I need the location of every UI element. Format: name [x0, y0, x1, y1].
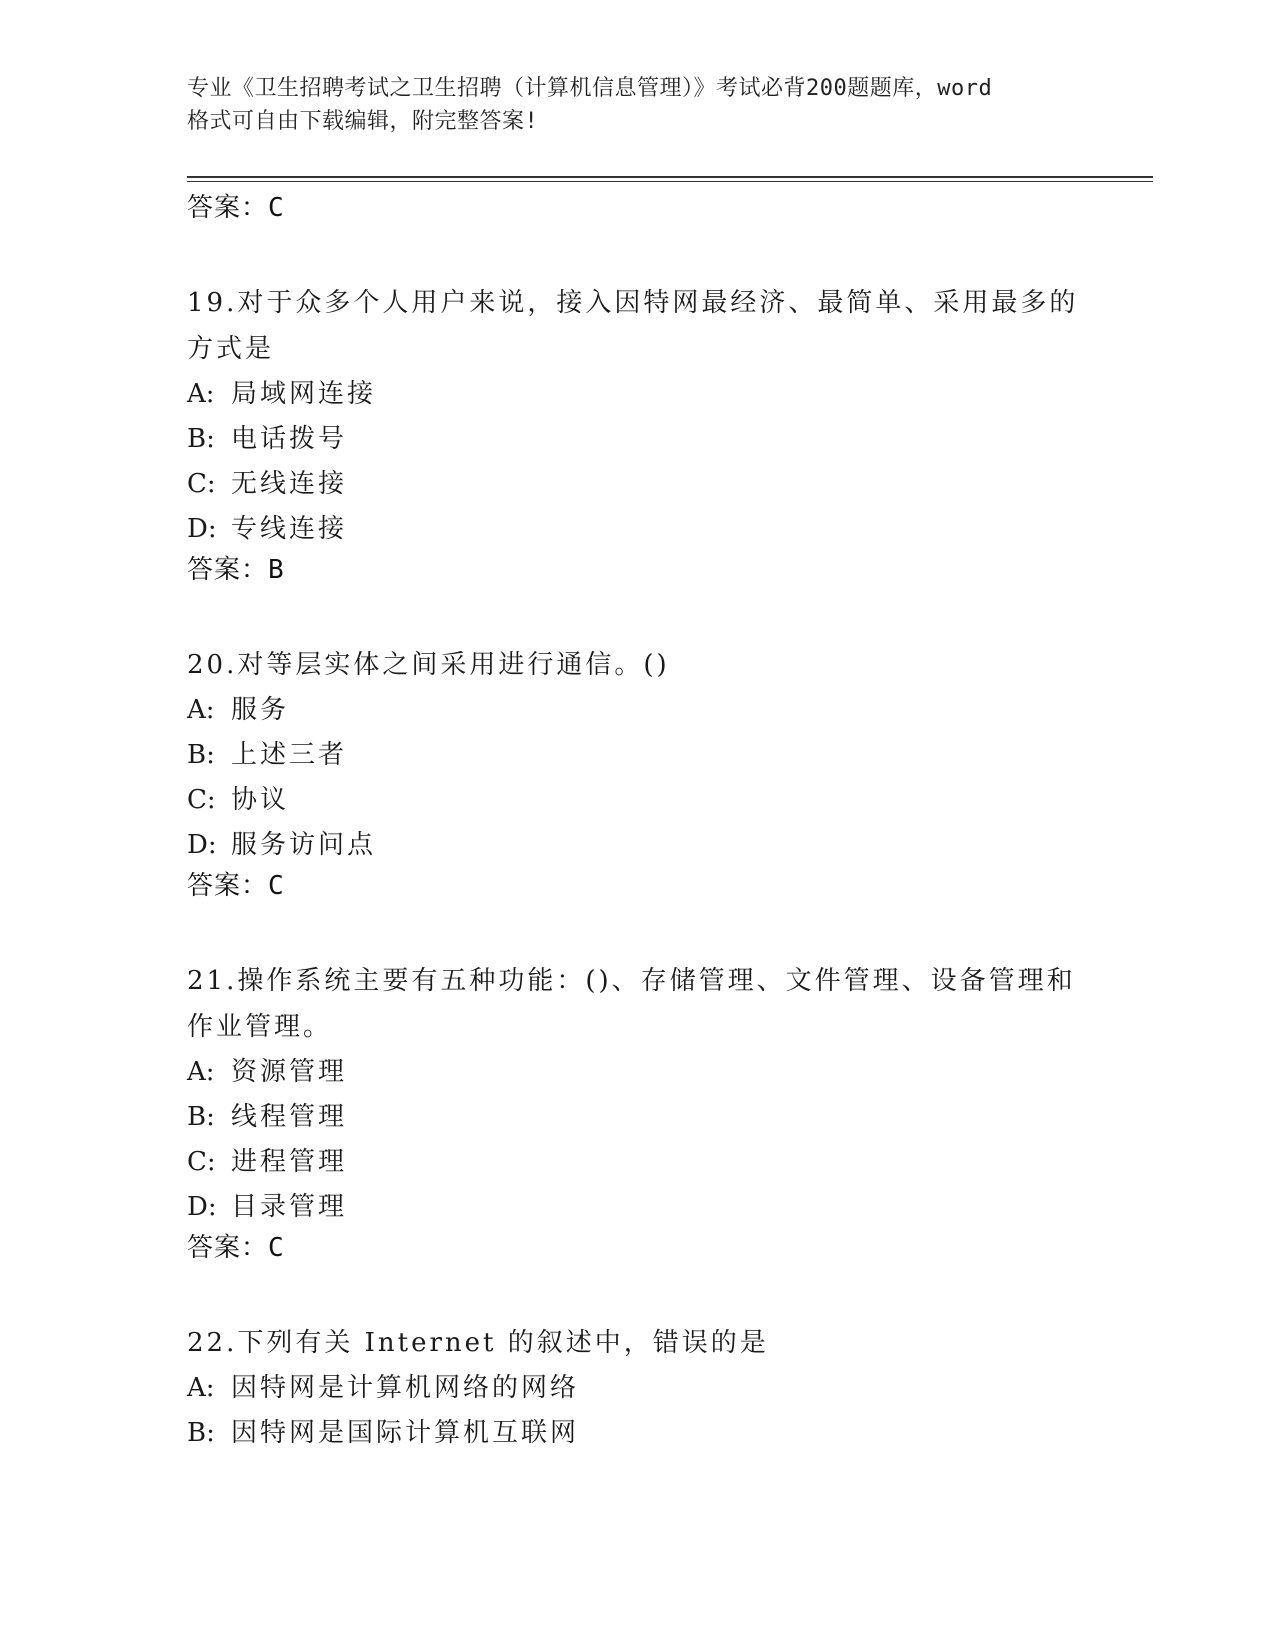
question-stem [187, 642, 1087, 688]
option-letter: C: [187, 469, 216, 499]
question-21 [187, 958, 1087, 1276]
question-list [187, 190, 1087, 1456]
option-a [187, 688, 1087, 733]
option-letter: D: [187, 830, 217, 860]
option-c [187, 778, 1087, 823]
option-a [187, 372, 1087, 417]
option-letter: B: [187, 1102, 215, 1132]
option-text: 进程管理 [231, 1147, 348, 1177]
option-c [187, 1140, 1087, 1185]
option-text: 上述三者 [231, 740, 348, 770]
header-line-1: 专业《卫生招聘考试之卫生招聘（计算机信息管理）》考试必背200题题库，word [187, 76, 993, 101]
question-stem [187, 958, 1087, 1050]
question-stem [187, 280, 1087, 372]
answer-value: C [268, 1233, 285, 1263]
header-divider-thick [187, 176, 1153, 178]
option-a [187, 1050, 1087, 1095]
option-b [187, 1411, 1087, 1456]
option-text: 电话拨号 [231, 424, 348, 454]
answer-line [187, 190, 1087, 236]
option-text: 协议 [231, 785, 290, 815]
option-letter: A: [187, 379, 215, 409]
option-letter: A: [187, 1373, 215, 1403]
answer-value: C [268, 193, 285, 223]
question-stem [187, 1320, 1087, 1366]
answer-line [187, 1230, 1087, 1276]
option-letter: B: [187, 1418, 215, 1448]
answer-line [187, 552, 1087, 598]
question-stem-line: 22.下列有关 Internet 的叙述中，错误的是 [187, 1328, 769, 1358]
option-text: 局域网连接 [231, 379, 377, 409]
option-c [187, 462, 1087, 507]
header-divider-thin [187, 181, 1153, 182]
question-22 [187, 1320, 1087, 1456]
question-stem-line: 作业管理。 [187, 1012, 333, 1042]
option-d [187, 823, 1087, 868]
answer-value: B [268, 555, 285, 585]
option-text: 目录管理 [231, 1192, 348, 1222]
option-letter: D: [187, 514, 217, 544]
option-text: 资源管理 [231, 1057, 348, 1087]
option-text: 线程管理 [231, 1102, 348, 1132]
option-text: 服务 [231, 695, 290, 725]
question-stem-line: 20.对等层实体之间采用进行通信。() [187, 650, 670, 680]
option-letter: C: [187, 1147, 216, 1177]
option-d [187, 507, 1087, 552]
answer-label: 答案： [187, 555, 269, 585]
option-text: 无线连接 [231, 469, 348, 499]
option-text: 专线连接 [231, 514, 348, 544]
option-b [187, 417, 1087, 462]
answer-label: 答案： [187, 871, 269, 901]
document-header [187, 72, 1087, 138]
question-stem-line: 方式是 [187, 334, 275, 364]
answer-value: C [268, 871, 285, 901]
question-19 [187, 280, 1087, 598]
option-text: 因特网是国际计算机互联网 [231, 1418, 580, 1448]
option-b [187, 733, 1087, 778]
option-letter: A: [187, 695, 215, 725]
question-stem-line: 19.对于众多个人用户来说，接入因特网最经济、最简单、采用最多的 [187, 288, 1079, 318]
question-20 [187, 642, 1087, 914]
answer-label: 答案： [187, 193, 269, 223]
header-line-2: 格式可自由下载编辑，附完整答案! [187, 109, 539, 134]
answer-label: 答案： [187, 1233, 269, 1263]
option-letter: C: [187, 785, 216, 815]
option-text: 因特网是计算机网络的网络 [231, 1373, 580, 1403]
option-text: 服务访问点 [231, 830, 377, 860]
option-a [187, 1366, 1087, 1411]
option-b [187, 1095, 1087, 1140]
answer-line [187, 868, 1087, 914]
option-letter: B: [187, 740, 215, 770]
option-d [187, 1185, 1087, 1230]
option-letter: D: [187, 1192, 217, 1222]
option-letter: B: [187, 424, 215, 454]
question-stem-line: 21.操作系统主要有五种功能：()、存储管理、文件管理、设备管理和 [187, 966, 1076, 996]
option-letter: A: [187, 1057, 215, 1087]
